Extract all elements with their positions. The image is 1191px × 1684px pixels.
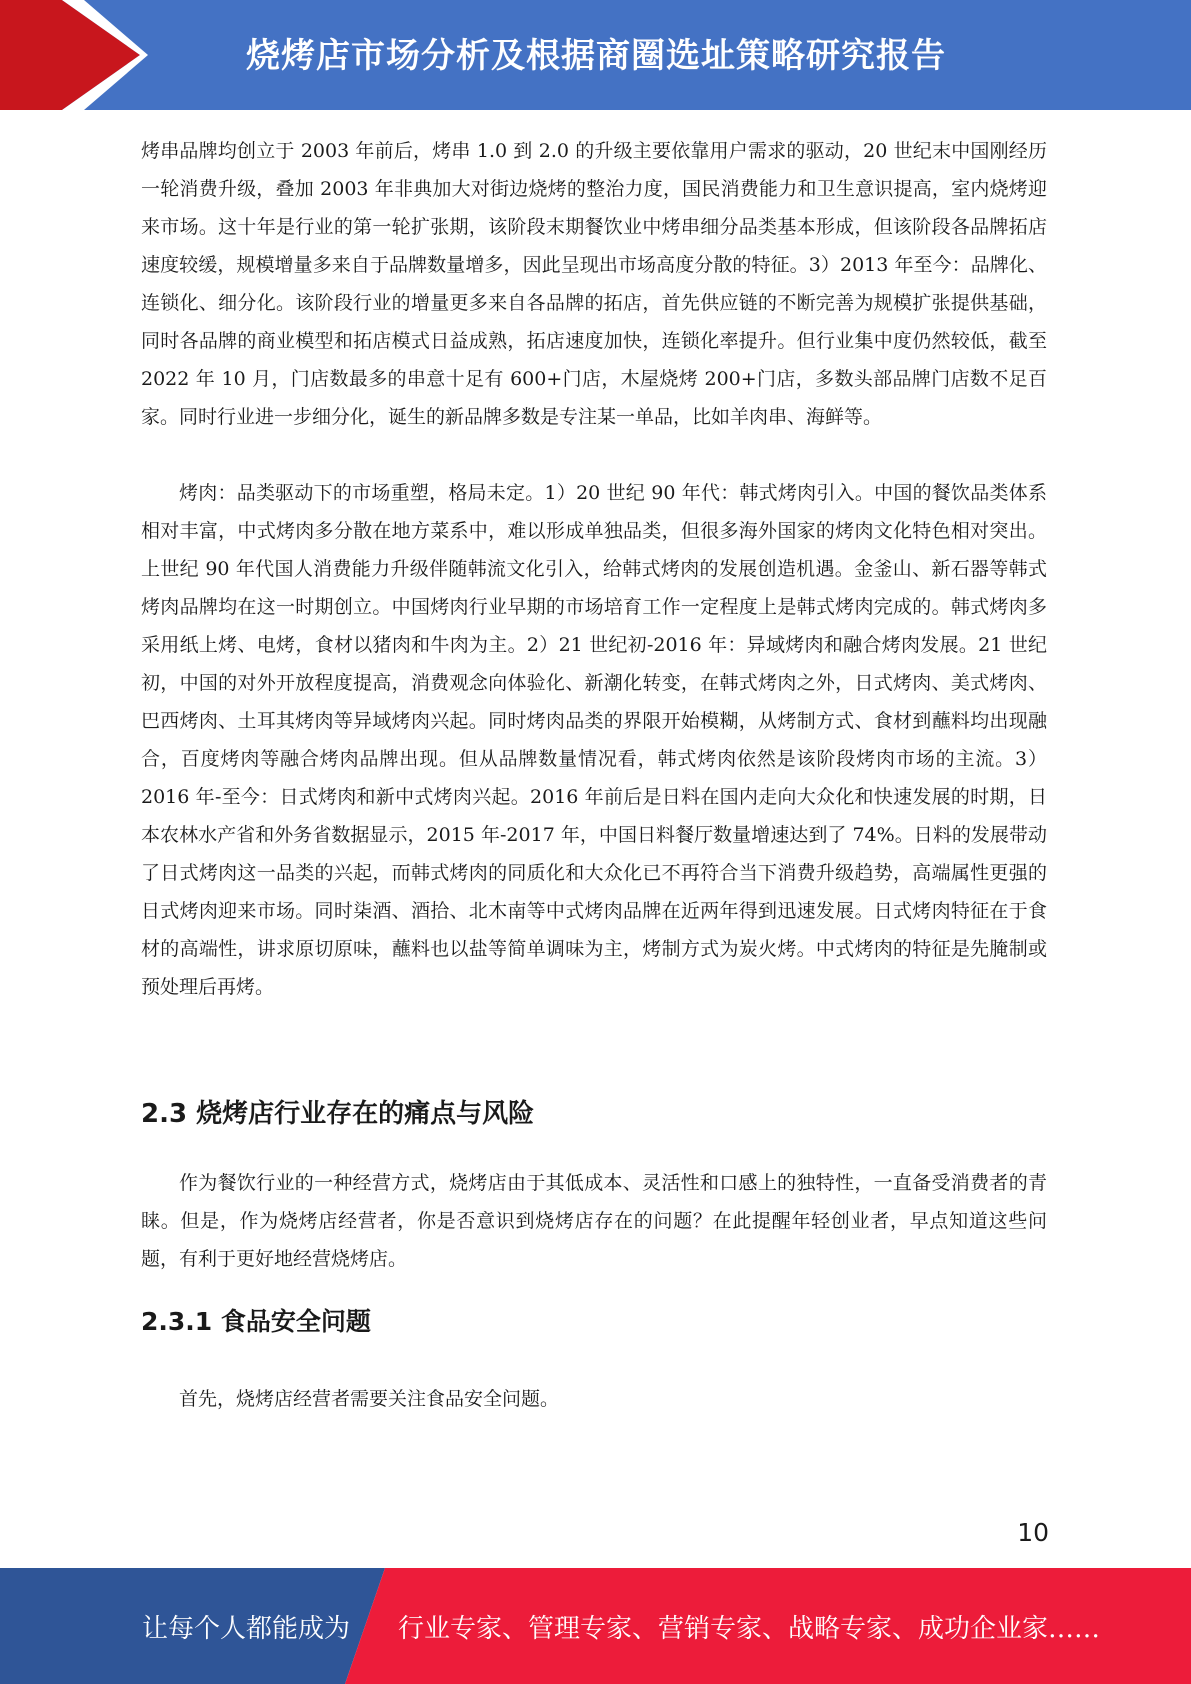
section-heading-2-3-1: 2.3.1 食品安全问题: [141, 1307, 371, 1336]
document-title: 烧烤店市场分析及根据商圈选址策略研究报告: [246, 36, 946, 76]
footer-slogan-left: 让每个人都能成为: [142, 1614, 351, 1644]
paragraph-food-safety: 首先，烧烤店经营者需要关注食品安全问题。: [179, 1388, 560, 1410]
paragraph-grilled-meat: 烤肉：品类驱动下的市场重塑，格局未定。1）20 世纪 90 年代：韩式烤肉引入。中国的餐饮品类体系相对丰富，中式烤肉多分散在地方菜系中，难以形成单独品类，但很多海外国家的烤肉文化特色相对突出。上世纪 90 年代国人消费能力升级伴随韩流文化引入，给韩式烤肉的发展创造机遇。金釜山、新石器等韩式烤肉品牌均在这一时期创立。中国烤肉行业早期的市场培育工作一定程度上是韩式烤肉完成的。韩式烤肉多采用纸上烤、电烤，食材以猪肉和牛肉为主。2）21 世纪初-2016 年：异域烤肉和融合烤肉发展。21 世纪初，中国的对外开放程度提高，消费观念向体验化、新潮化转变，在韩式烤肉之外，日式烤肉、美式烤肉、巴西烤肉、土耳其烤肉等异域烤肉兴起。同时烤肉品类的界限开始模糊，从烤制方式、食材到蘸料均出现融合，百度烤肉等融合烤肉品牌出现。但从品牌数量情况看，韩式烤肉依然是该阶段烤肉市场的主流。3）2016 年-至今：日式烤肉和新中式烤肉兴起。2016 年前后是日料在国内走向大众化和快速发展的时期，日本农林水产省和外务省数据显示，2015 年-2017 年，中国日料餐厅数量增速达到了 74%。日料的发展带动了日式烤肉这一品类的兴起，而韩式烤肉的同质化和大众化已不再符合当下消费升级趋势，高端属性更强的日式烤肉迎来市场。同时柒酒、酒拾、北木南等中式烤肉品牌在近两年得到迅速发展。日式烤肉特征在于食材的高端性，讲求原切原味，蘸料也以盐等简单调味为主，烤制方式为炭火烤。中式烤肉的特征是先腌制或预处理后再烤。: [141, 482, 1047, 998]
page-number: 10: [1017, 1518, 1049, 1547]
page-header: [0, 0, 1191, 110]
paragraph-skewer-history: 烤串品牌均创立于 2003 年前后，烤串 1.0 到 2.0 的升级主要依靠用户需求的驱动，20 世纪末中国刚经历一轮消费升级，叠加 2003 年非典加大对街边烧烤的整治力度，国民消费能力和卫生意识提高，室内烧烤迎来市场。这十年是行业的第一轮扩张期，该阶段末期餐饮业中烤串细分品类基本形成，但该阶段各品牌拓店速度较缓，规模增量多来自于品牌数量增多，因此呈现出市场高度分散的特征。3）2013 年至今：品牌化、连锁化、细分化。该阶段行业的增量更多来自各品牌的拓店，首先供应链的不断完善为规模扩张提供基础，同时各品牌的商业模型和拓店模式日益成熟，拓店速度加快，连锁化率提升。但行业集中度仍然较低，截至 2022 年 10 月，门店数最多的串意十足有 600+门店，木屋烧烤 200+门店，多数头部品牌门店数不足百家。同时行业进一步细分化，诞生的新品牌多数是专注某一单品，比如羊肉串、海鲜等。: [141, 140, 1047, 428]
footer-slogan-right: 行业专家、管理专家、营销专家、战略专家、成功企业家……: [398, 1614, 1101, 1644]
section-heading-2-3: 2.3 烧烤店行业存在的痛点与风险: [141, 1099, 535, 1129]
page-footer: [0, 1568, 1191, 1684]
document-body: [141, 132, 1047, 1418]
paragraph-pain-points-intro: 作为餐饮行业的一种经营方式，烧烤店由于其低成本、灵活性和口感上的独特性，一直备受消费者的青睐。但是，作为烧烤店经营者，你是否意识到烧烤店存在的问题？在此提醒年轻创业者，早点知道这些问题，有利于更好地经营烧烤店。: [141, 1172, 1047, 1270]
